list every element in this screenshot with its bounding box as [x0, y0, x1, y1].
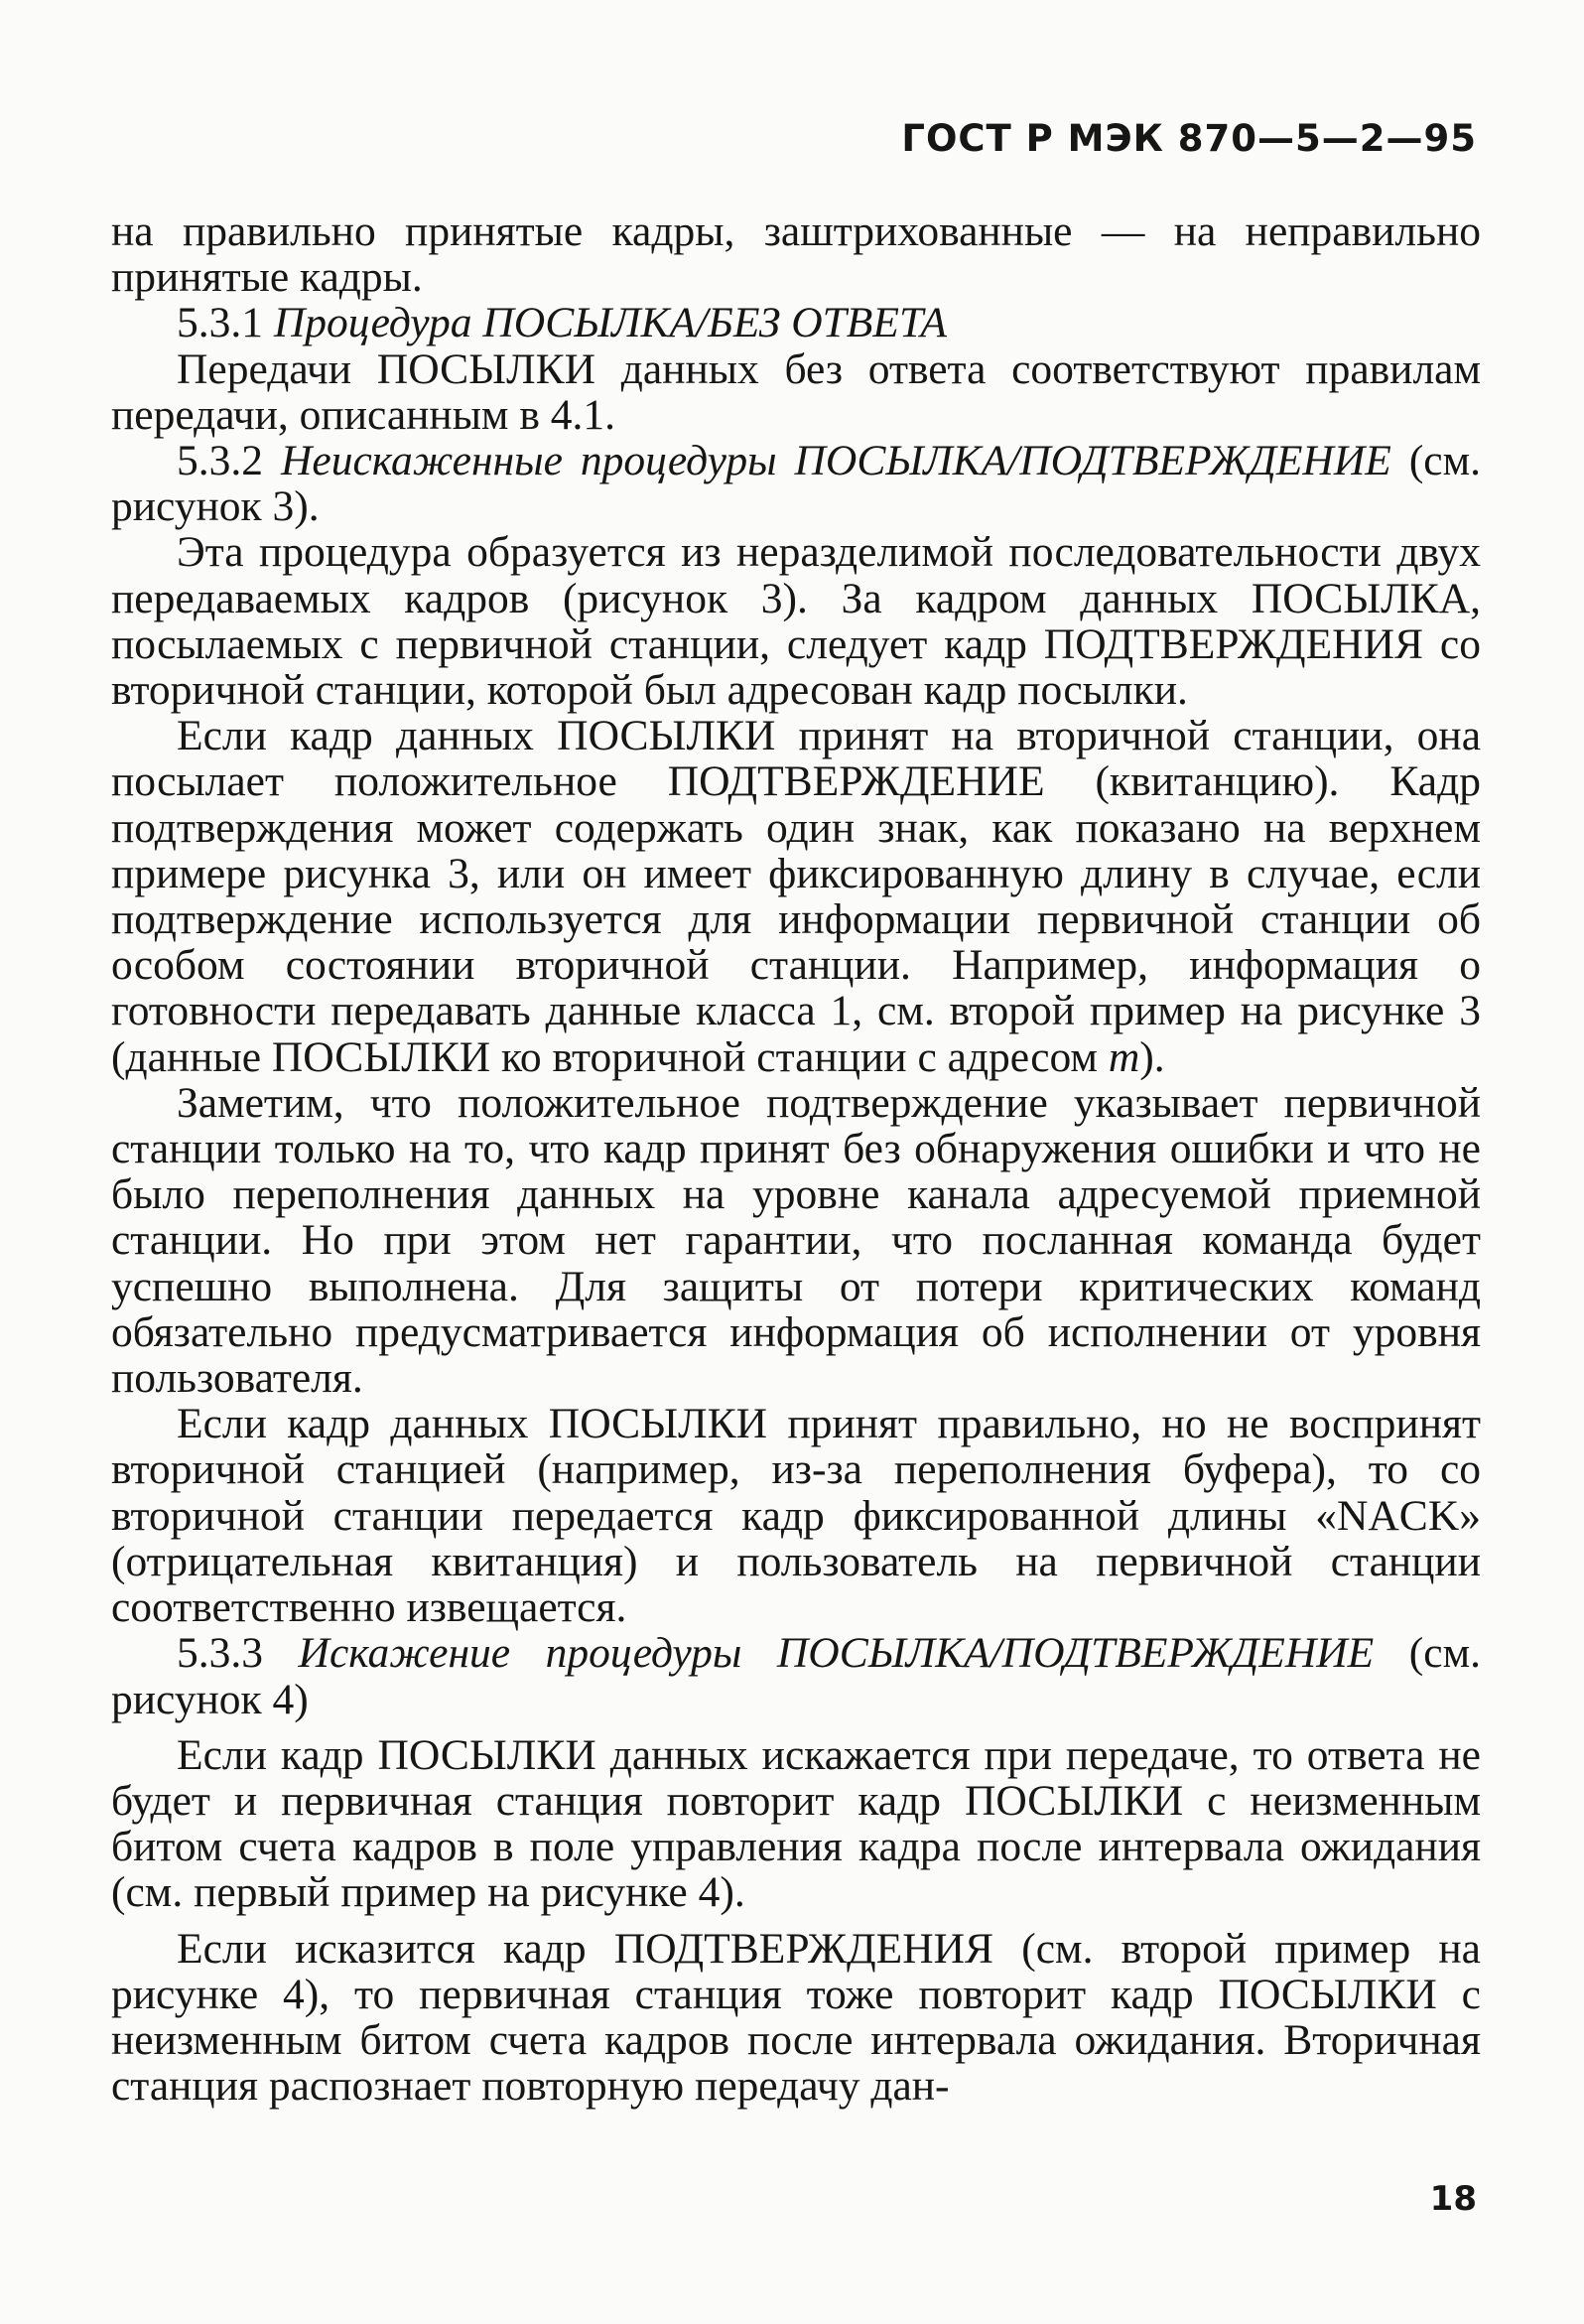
paragraph-text: Если кадр данных ПОСЫЛКИ принят на вторичной станции, она посылает положительное ПОДТВЕРЖДЕНИЕ (квитанцию). Кадр подтверждения может содержать один знак, как показано на верхнем примере рисунка 3, или он имеет фиксированную длину в случае, если подтверждение используется для информации первичной станции об особом состоянии вторичной станции. Например, информация о готовности передавать данные класса 1, см. второй пример на рисунке 3 (данные ПОСЫЛКИ ко вторичной станции с адресом — [111, 712, 1481, 1081]
document-header: ГОСТ Р МЭК 870—5—2—95 — [901, 117, 1477, 160]
document-body — [111, 208, 1481, 2109]
section-heading-5-3-2 — [111, 438, 1481, 529]
paragraph-text-end: ). — [1139, 1032, 1165, 1081]
section-number: 5.3.2 — [177, 437, 263, 485]
paragraph: Если исказится кадр ПОДТВЕРЖДЕНИЯ (см. второй пример на рисунке 4), то первичная станция тоже повторит кадр ПОСЫЛКИ с неизменным битом счета кадров после интервала ожидания. Вторичная станция распознает повторную передачу дан- — [111, 1924, 1481, 2111]
address-variable: m — [1108, 1032, 1140, 1081]
paragraph-continuation: на правильно принятые кадры, заштрихованные — на неправильно принятые кадры. — [111, 207, 1481, 302]
page-number: 18 — [1429, 2179, 1477, 2219]
section-number: 5.3.1 — [177, 299, 263, 347]
section-title: Неискаженные процедуры ПОСЫЛКА/ПОДТВЕРЖДЕНИЕ — [280, 437, 1391, 485]
section-number: 5.3.3 — [177, 1629, 263, 1678]
paragraph: Если кадр данных ПОСЫЛКИ принят правильно, но не воспринят вторичной станцией (например, из-за переполнения буфера), то со вторичной станции передается кадр фиксированной длины «NACK» (отрицательная квитанция) и пользователь на первичной станции соответственно извещается. — [111, 1400, 1481, 1632]
paragraph: Заметим, что положительное подтверждение указывает первичной станции только на то, что кадр принят без обнаружения ошибки и что не было переполнения данных на уровне канала адресуемой приемной станции. Но при этом нет гарантии, что посланная команда будет успешно выполнена. Для защиты от потери критических команд обязательно предусматривается информация об исполнении от уровня пользователя. — [111, 1078, 1481, 1403]
paragraph: Эта процедура образуется из неразделимой последовательности двух передаваемых кадров (рисунок 3). За кадром данных ПОСЫЛКА, посылаемых с первичной станции, следует кадр ПОДТВЕРЖДЕНИЯ со вторичной станции, которой был адресован кадр посылки. — [111, 528, 1481, 715]
figure-reference: (см. рисунок 4) — [111, 1629, 1481, 1723]
section-heading-5-3-1 — [111, 300, 1481, 345]
paragraph: Если кадр ПОСЫЛКИ данных искажается при передаче, то ответа не будет и первичная станция повторит кадр ПОСЫЛКИ с неизменным битом счета кадров в поле управления кадра после интервала ожидания (см. первый пример на рисунке 4). — [111, 1730, 1481, 1917]
paragraph: Передачи ПОСЫЛКИ данных без ответа соответствуют правилам передачи, описанным в 4.1. — [111, 344, 1481, 439]
section-title: Процедура ПОСЫЛКА/БЕЗ ОТВЕТА — [273, 299, 947, 347]
section-title: Искажение процедуры ПОСЫЛКА/ПОДТВЕРЖДЕНИЕ — [298, 1629, 1375, 1678]
section-heading-5-3-3 — [111, 1630, 1481, 1721]
figure-reference: (см. рисунок 3). — [111, 437, 1482, 531]
paragraph — [111, 713, 1481, 1080]
